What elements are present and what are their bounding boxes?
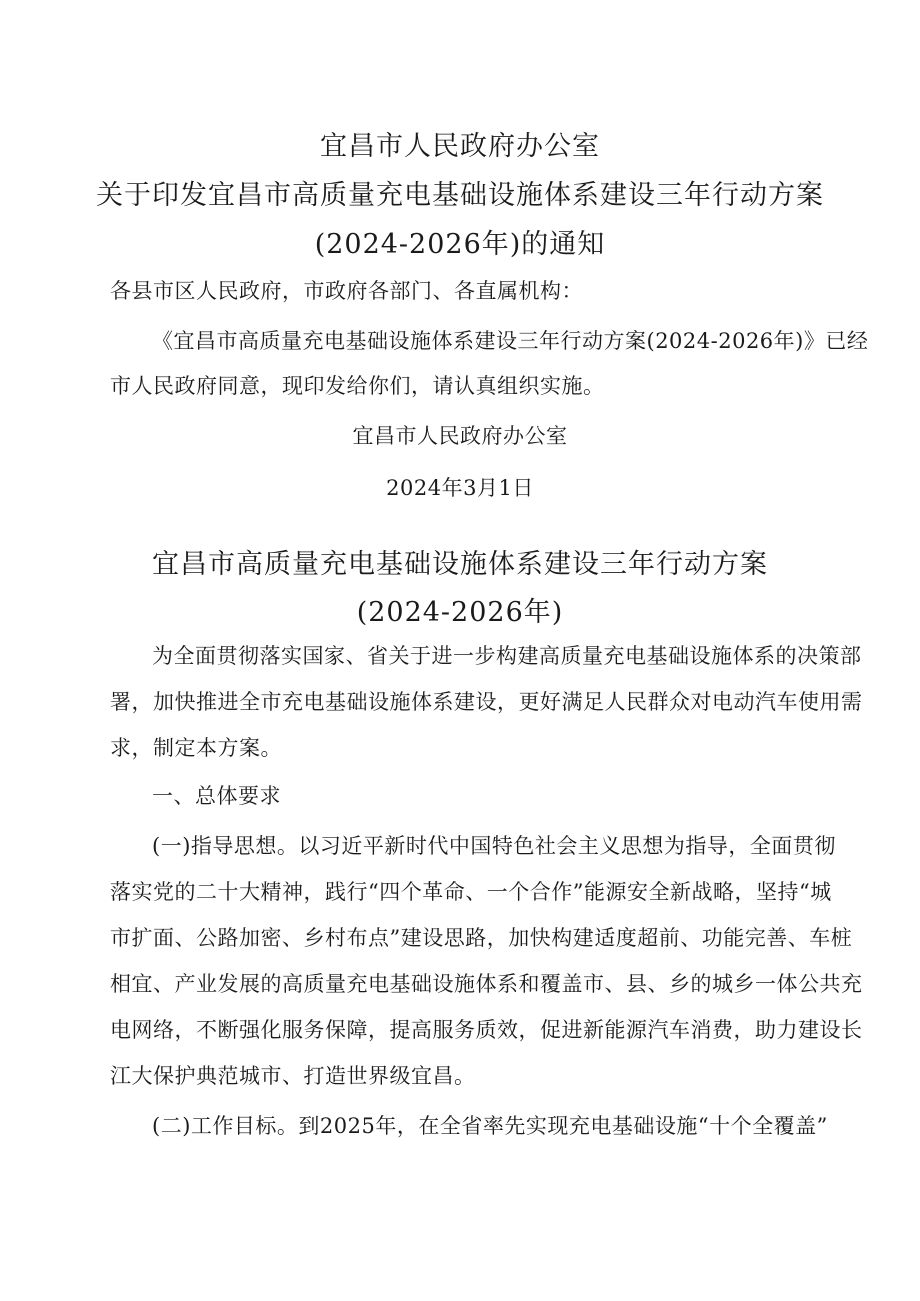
notice-title-line-2: 关于印发宜昌市高质量充电基础设施体系建设三年行动方案 — [96, 180, 824, 211]
guiding-ideology-line-5: 电网络，不断强化服务保障，提高服务质效，促进新能源汽车消费，助力建设长 — [110, 1018, 863, 1042]
notice-addressee: 各县市区人民政府，市政府各部门、各直属机构： — [110, 279, 583, 303]
notice-body-line-2: 市人民政府同意，现印发给你们，请认真组织实施。 — [110, 374, 605, 398]
notice-body-line-1: 《宜昌市高质量充电基础设施体系建设三年行动方案(2024-2026年)》已经 — [152, 329, 869, 353]
guiding-ideology-line-1: (一)指导思想。以习近平新时代中国特色社会主义思想为指导，全面贯彻 — [152, 834, 836, 858]
plan-intro-line-3: 求，制定本方案。 — [110, 736, 282, 760]
guiding-ideology-line-3: 市扩面、公路加密、乡村布点”建设思路，加快构建适度超前、功能完善、车桩 — [110, 926, 853, 950]
guiding-ideology-line-2: 落实党的二十大精神，践行“四个革命、一个合作”能源安全新战略，坚持“城 — [110, 880, 832, 904]
section-heading-general-requirements: 一、总体要求 — [152, 784, 281, 808]
notice-title-line-3: (2024-2026年)的通知 — [314, 229, 606, 260]
guiding-ideology-line-4: 相宜、产业发展的高质量充电基础设施体系和覆盖市、县、乡的城乡一体公共充 — [110, 972, 863, 996]
plan-intro-line-1: 为全面贯彻落实国家、省关于进一步构建高质量充电基础设施体系的决策部 — [152, 644, 862, 668]
plan-title-line-1: 宜昌市高质量充电基础设施体系建设三年行动方案 — [152, 549, 768, 580]
notice-date: 2024年3月1日 — [386, 476, 534, 500]
notice-title-line-1: 宜昌市人民政府办公室 — [320, 131, 600, 162]
work-goals-line-1: (二)工作目标。到2025年，在全省率先实现充电基础设施“十个全覆盖” — [152, 1114, 828, 1138]
notice-signature: 宜昌市人民政府办公室 — [352, 424, 568, 448]
plan-intro-line-2: 署，加快推进全市充电基础设施体系建设，更好满足人民群众对电动汽车使用需 — [110, 690, 863, 714]
plan-title-line-2: (2024-2026年) — [356, 597, 564, 628]
guiding-ideology-line-6: 江大保护典范城市、打造世界级宜昌。 — [110, 1064, 476, 1088]
